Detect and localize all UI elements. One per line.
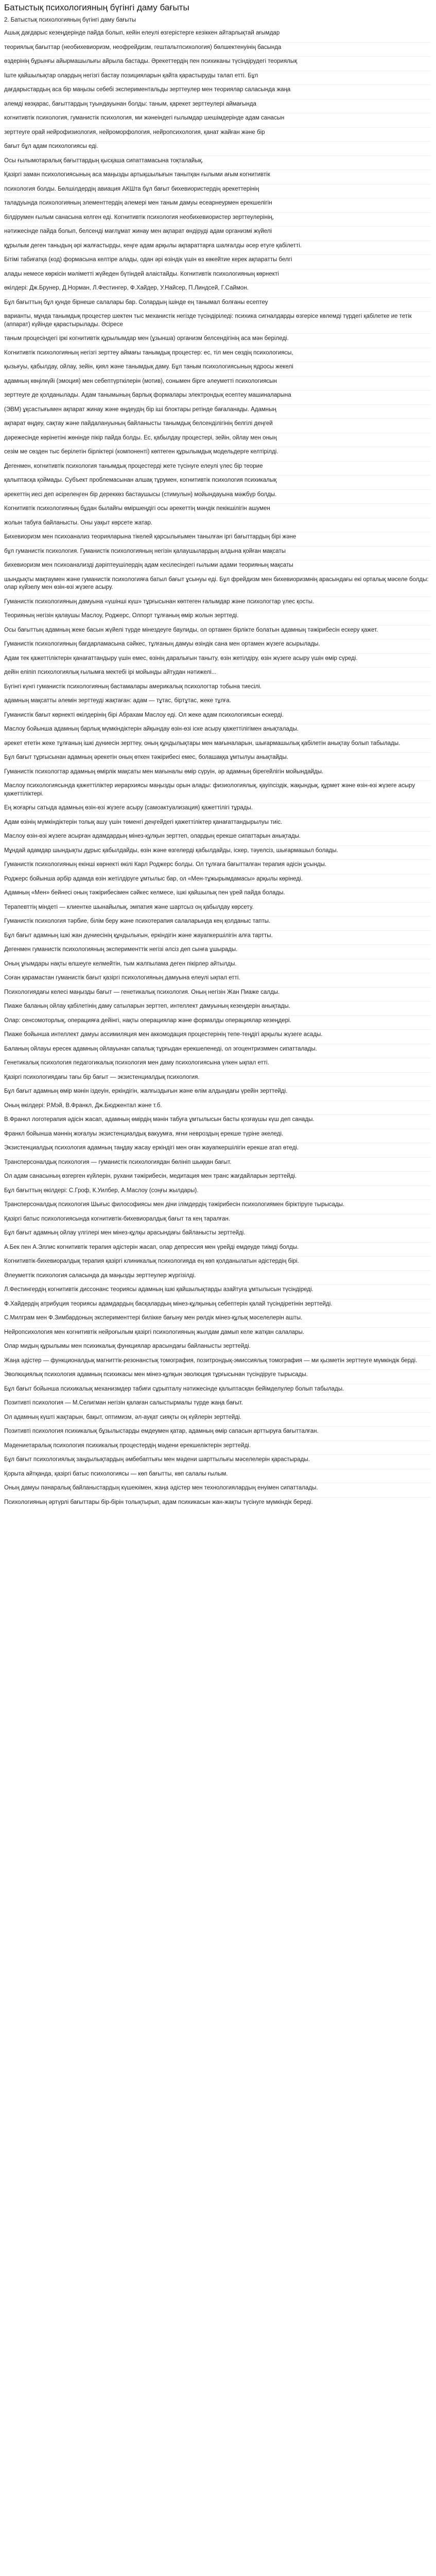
paragraph: ақпарат өңдеу, сақтау және пайдалануының байланысты танымдық белсенділігінің белгілі деңгей xyxy=(4,418,431,433)
paragraph: әрекет ететін жеке тұлғаның ішкі дүниесін зерттеу, оның құндылықтары мен мағыналарын, шығармашылық қабілетін анықтау болып табылады. xyxy=(4,738,431,753)
paragraph: алады немесе көркісін мәліметті жүйеден бүтіндей алаістайды. Когнитивтік психологияның көрнекті xyxy=(4,269,431,283)
paragraph: Қазіргі заман психологиясының аса маңызды артықшылығын танытқан ғылыми ағым когнитивтік xyxy=(4,170,431,184)
paragraph: Бұл бағыт бойынша психикалық механизмдер табиғи сұрыпталу нәтижесінде қалыптасқан бейімделулер болып табылады. xyxy=(4,1384,431,1398)
paragraph: Нейропсихология мен когнитивтік нейроғылым қазіргі психологияның жылдам дамып келе жатқан салалары. xyxy=(4,1327,431,1342)
paragraph: Адам өзінің мүмкіндіктерін толық ашу үшін төменгі деңгейдегі қажеттіліктер қанағаттандырылуы тиіс. xyxy=(4,817,431,832)
paragraph: Л.Фестингердің когнитивтік диссонанс теориясы адамның ішкі қайшылықтарды азайтуға ұмтылысын түсіндіреді. xyxy=(4,1284,431,1299)
paragraph: А.Бек пен А.Эллис когнитивтік терапия әдістерін жасап, олар депрессия мен үрейді емдеуде тиімді болды. xyxy=(4,1242,431,1257)
paragraph: Осы ғылымотаралық бағыттардың қысқаша сипаттамасына тоқталайық. xyxy=(4,156,431,170)
page-title: Батыстық психологияның бүгінгі даму бағыты xyxy=(4,3,189,12)
paragraph: В.Франкл логотерапия әдісін жасап, адамның өмірдің мәнін табуға ұмтылысын басты қозғаушы күш деп санады. xyxy=(4,1114,431,1129)
paragraph: теориялық бағыттар (необихевиоризм, неофрейдизм, гештальтпсихология) бөлшектенуінің басында xyxy=(4,42,431,57)
paragraph: Бұл бағыт адамның ойлау үлгілері мен мінез-құлқы арасындағы байланысты зерттейді. xyxy=(4,1228,431,1242)
paragraph: құрылым деген таныдың әрі жалғастырды, кеңге адам арқылы ақпараттарға шалғалды әсер етуге қабілетті. xyxy=(4,241,431,255)
paragraph: Бұл бағыттың өкілдері: С.Гроф, К.Уилбер, А.Маслоу (соңғы жылдары). xyxy=(4,1185,431,1200)
paragraph: (ЭВМ) ұқсастығымен ақпарат жинау және өңдеудің бір іші блоктары ретінде бағаланады. Адамның xyxy=(4,404,431,419)
paragraph: Адамның «Мен» бейнесі оның тәжірибесімен сәйкес келмесе, ішкі қайшылық пен үрей пайда болады. xyxy=(4,888,431,902)
paragraph: Маслоу психологиясында қажеттіліктер иерархиясы маңызды орын алады: физиологиялық, қауіпсіздік, жақындық, құрмет және өзін-өзі жүзеге асыру қажеттіліктері. xyxy=(4,781,431,803)
paragraph: Терапевттің міндеті — клиентке шынайылық, эмпатия және шартсыз оң қабылдау көрсету. xyxy=(4,902,431,917)
paragraph: Трансперсоналдық психология — гуманистік психологиядан бөлініп шыққан бағыт. xyxy=(4,1157,431,1172)
paragraph: зерттеуге орай нейрофизиология, нейроморфология, нейропсихология, қанат жайған және бір xyxy=(4,127,431,142)
paragraph: Франкл бойынша мәннің жоғалуы экзистенциалдық вакуумға, яғни невроздың ерекше түріне әкеледі. xyxy=(4,1129,431,1143)
paragraph: Ең жоғарғы сатыда адамның өзін-өзі жүзеге асыру (самоактуализация) қажеттілігі тұрады. xyxy=(4,803,431,817)
paragraph: Бұл бағыттың бұл қунде бірнеше салалары бар. Солардың ішінде ең танымал болғаны есептеу xyxy=(4,297,431,312)
paragraph: зерттеуге де қолданылады. Адам танымының барлық формалары электрондық есептеу машиналарына xyxy=(4,390,431,404)
paragraph: Гуманистік психологтар адамның өмірлік мақсаты мен мағыналы өмір сүруін, әр адамның бірегейлігін мойындайды. xyxy=(4,767,431,781)
paragraph: Мұндай адамдар шындықты дұрыс қабылдайды, өзін және өзгелерді қабылдайды, іскер, тәуелсіз, шығармашыл болады. xyxy=(4,845,431,860)
paragraph: дәрежесінде көрінетіні жөнінде пікір пайда болды. Ес, қабылдау процестері, зейін, ойлау мен оның xyxy=(4,433,431,447)
paragraph: адамның көңілкүйі (эмоция) мен себептүрткілерін (мотив), сонымен бірге әлеуметті психологиясын xyxy=(4,376,431,391)
paragraph: Олар мидың құрылымы мен психикалық функциялар арасындағы байланысты зерттейді. xyxy=(4,1341,431,1355)
paragraph: Жаңа әдістер — функционалдық магниттік-резонанстық томография, позитрондық-эмиссиялық томография — ми қызметін зерттеуге мүмкіндік берді. xyxy=(4,1355,431,1370)
paragraph: дейін еліпіп психологиялық ғылымға мектебі ірі мойынды айтудан нәтижелі... xyxy=(4,667,431,682)
paragraph: психология болды. Бөлшілдердің авиация АКШта бұл бағыт бихевиористердің әрекеттерінің xyxy=(4,184,431,198)
paragraph: Бүгінгі күнгі гуманистік психологияның бастамалары америкалық психологтар тобына тиесілі. xyxy=(4,682,431,696)
paragraph: Роджерс бойынша әрбір адамда өзін жетілдіруге ұмтылыс бар, ол «Мен-тұжырымдамасы» арқылы көрінеді. xyxy=(4,874,431,888)
paragraph: Гуманистік психологияның екінші көрнекті өкілі Карл Роджерс болды. Ол тұлғаға бағытталған терапия әдісін ұсынды. xyxy=(4,859,431,874)
paragraph: Психологиядағы келесі маңызды бағыт — генетикалық психология. Оның негізін Жан Пиаже салды. xyxy=(4,987,431,1002)
paragraph-list xyxy=(4,28,431,1511)
paragraph: әрекеттің иесі деп әсірелеңген бір дереккөз бастаушысы (стимулын) мойындауына мәжбүр болды. xyxy=(4,489,431,504)
paragraph: Когнитивтік психологияның негізгі зерттеу аймағы танымдық процестер: ес, тіл мен сөздің психологиясы, xyxy=(4,348,431,362)
paragraph: Теорияның негізін қалаушы Маслоу, Роджерс, Олпорт тұлғаның өмір жолын зерттеді. xyxy=(4,611,431,625)
paragraph: Маслоу бойынша адамның барлық мүмкіндіктерін айқындау өзін-өзі іске асыру қажеттілігімен анықталады. xyxy=(4,724,431,738)
paragraph: өкілдері: Дж.Брунер, Д.Норман, Л.Фестингер, Ф.Хайдер, У.Найсер, П.Линдсей, Г.Саймон. xyxy=(4,283,431,297)
paragraph: Ашық дағдарыс кезеңдерінде пайда болып, кейін елеулі өзгерістерге кезіккен айтарлықтай ағымдар xyxy=(4,30,280,36)
paragraph: нәтижесінде пайда болып, белсенді мағлұмат жинау мен ақпарат өндіруді адам организмі жүйелі xyxy=(4,226,431,241)
paragraph: Қазіргі психологиядағы тағы бір бағыт — экзистенциалдық психология. xyxy=(4,1072,431,1087)
paragraph: адамның мақсатты әлемін зерттеуді жақтаған: адам — тұтас, біртұтас, жеке тұлға. xyxy=(4,696,431,710)
paragraph: Позитивті психология — М.Селигман негізін қалаған салыстырмалы түрде жаңа бағыт. xyxy=(4,1398,431,1412)
paragraph: когнитивтік психология, гуманистік психология, ми жәнеіндегі ғылымдар шешімдерінде адам санасын xyxy=(4,113,431,127)
paragraph: С.Милграм мен Ф.Зимбардоның эксперименттері билікке бағыну мен рөлдік мінез-құлық мәселелерін ашты. xyxy=(4,1313,431,1327)
paragraph: Бұл бағыт тұрғысынан адамның әрекетін оның өткен тәжірибесі емес, болашаққа ұмтылуы анықтайды. xyxy=(4,752,431,767)
paragraph: Пиаже баланың ойлау қабілетінің даму сатыларын зерттеп, интеллект дамуының кезеңдерін анықтады. xyxy=(4,1001,431,1015)
paragraph: Трансперсоналдық психология Шығыс философиясы мен діни ілімдердің тәжірибесін психологиямен біріктіруге тырысады. xyxy=(4,1199,431,1214)
paragraph: өздерінің бұрынғы айырмашылығы айрыла бастады. Әрекеттердің пен психиканы түсіндірудегі теориялық xyxy=(4,56,431,71)
paragraph: Ол адам санасының өзгерген күйлерін, рухани тәжірибесін, медитация мен транс жағдайларын зерттейді. xyxy=(4,1171,431,1185)
paragraph: таладуында психологияның элементтердің әлемері мен таным дамуы есеарнеурмен ерекшелігін xyxy=(4,198,431,212)
paragraph: Іште қайшылықтар олардың негізгі бастау позицияларын қайта қарастыруды талап етті. Бұл xyxy=(4,71,431,85)
paragraph: Бұл бағыт адамның ішкі жан дүниесінің құндылығын, еркіндігін және жауапкершілігін алға тартты. xyxy=(4,930,431,945)
paragraph: Олар: сенсомоторлық, операцияға дейінгі, нақты операциялар және формалды операциялар кезеңдері. xyxy=(4,1015,431,1030)
paragraph: Адам тек қажеттіліктерін қанағаттандыру үшін емес, өзінің даралығын таныту, өзін жетілдіру, өзін жүзеге асыру үшін өмір сүреді. xyxy=(4,653,431,668)
paragraph: дағдарыстардың аса бір маңызы себебі экспериментальды зерттеулер мен теориялар саласында жаңа xyxy=(4,84,431,99)
paragraph: Пиаже бойынша интеллект дамуы ассимиляция мен аккомодация процестерінің тепе-теңдігі арқылы жүзеге асады. xyxy=(4,1029,431,1044)
paragraph: бағыт бұл адам психологиясы еді. xyxy=(4,141,431,156)
paragraph: Баланың ойлауы ересек адамның ойлауынан сапалық тұрғыдан ерекшеленеді, ол эгоцентризммен сипатталады. xyxy=(4,1044,431,1058)
paragraph: Гуманистік психология тәрбие, білім беру және психотерапия салаларында кең қолданыс тапты. xyxy=(4,916,431,930)
paragraph: Психологияның әртүрлі бағыттары бір-бірін толықтырып, адам психикасын жан-жақты түсінуге мүмкіндік береді. xyxy=(4,1497,431,1512)
paragraph: Мәдениетаралық психология психикалық процестердің мәдени ерекшеліктерін зерттейді. xyxy=(4,1440,431,1455)
paragraph: жолын табуға байланысты. Оны уақыт көрсете жатар. xyxy=(4,518,431,532)
paragraph: варианты, мұнда танымдық процестер шектен тыс механистік негізде түсіндіріледі: психика сигналдарды өзгерісе көлемді түрдегі қабілетке ие тетік (аппарат) күйінде қарастырылады. Әсіресе xyxy=(4,311,431,333)
paragraph: Соған қарамастан гуманистік бағыт қазіргі психологияның дамуына елеулі ықпал етті. xyxy=(4,973,431,987)
paragraph: Ф.Хайдердің атрибуция теориясы адамдардың басқалардың мінез-құлқының себептерін қалай түсіндіретінін зерттейді. xyxy=(4,1299,431,1313)
paragraph: Оның ұғымдары нақты өлшеуге келмейтін, тым жалпылама деген пікірлер айтылды. xyxy=(4,959,431,973)
paragraph: Осы бағыттың адамның жеке басын жүйелі түрде мінездеуге баулиды, ол ортамен бірлікте болатын адамның тәжірибесін ескеру қажет. xyxy=(4,625,431,639)
paragraph: шындықты мақтаумен және гуманистік психологияға батыл бағыт ұсынуы еді. Бұл фрейдизм мен бихевиоризмнің арасындағы екі орталық мәселе болды: олар күйзелу мен өзін-өзі жүзеге асыру. xyxy=(4,574,431,597)
paragraph: қызығуы, қабылдау, ойлау, зейін, қиял және танымдық даму. Бұл таным психологиясының ядросы жекелі xyxy=(4,362,431,376)
paragraph: Гуманистік бағыт көрнекті өкілдерінің бірі Абрахам Маслоу еді. Ол жеке адам психологиясын ескерді. xyxy=(4,710,431,724)
paragraph: Эволюциялық психология адамның психикасы мен мінез-құлқын эволюция тұрғысынан түсіндіруге тырысады. xyxy=(4,1369,431,1384)
paragraph: Маслоу өзін-өзі жүзеге асырған адамдардың мінез-құлқын зерттеп, олардың ерекше сипаттарын анықтады. xyxy=(4,831,431,845)
paragraph: Оның өкілдері: Р.Мэй, В.Франкл, Дж.Бюджентал және т.б. xyxy=(4,1100,431,1115)
paragraph: Генетикалық психология педагогикалық психология мен даму психологиясына үлкен ықпал етті. xyxy=(4,1058,431,1072)
paragraph: Экзистенциалдық психология адамның таңдау жасау еркіндігі мен оған жауапкершілігін ерекше атап өтеді. xyxy=(4,1143,431,1157)
paragraph: Бұл бағыт психологиялық заңдылықтардың әмбебаптығы мен мәдени шарттылығы мәселелерін қарастырады. xyxy=(4,1454,431,1469)
paragraph: Когнитивтік-бихевиоралдық терапия қазіргі клиникалық психологияда ең көп қолданылатын әдістердің бірі. xyxy=(4,1256,431,1270)
paragraph: Оның дамуы пәнаралық байланыстардың күшеюімен, жаңа әдістер мен технологиялардың енуімен сипатталады. xyxy=(4,1483,431,1497)
paragraph: Дегенмен гуманистік психологияның эксперименттік негізі әлсіз деп сынға ұшырады. xyxy=(4,944,431,959)
paragraph: Гуманистік психологияның бағдарламасына сәйкес, тұлғаның дамуы өзіндік сана мен ортамен жүзеге асырылады. xyxy=(4,639,431,653)
paragraph: Қазіргі батыс психологиясында когнитивтік-бихевиоралдық бағыт та кең таралған. xyxy=(4,1214,431,1228)
paragraph: Гуманистік психологияның дамуына «үшінші күш» тұрғысынан көптеген ғалымдар және психологтар үлес қосты. xyxy=(4,597,431,611)
paragraph: бұл гуманистік психология. Гуманистік психологияның негізін қалаушылардың алдына қойған мақсаты xyxy=(4,546,431,561)
paragraph: қалыптасқа қоймады. Субъект проблемасынан алшақ тұрумен, когнитивтік психология психикалық xyxy=(4,475,431,489)
paragraph: Бихевиоризм мен психоанализ теорияларына тікелей қарсылығымен танылған іргі бағыттардың бірі және xyxy=(4,532,431,546)
paragraph: Бітімі табиғатқа (код) формасына келтіре алады, одан әрі өзіндік үшін өз көкейтие керек ақпаратты белгі xyxy=(4,255,431,269)
paragraph: Әлеуметтік психология саласында да маңызды зерттеулер жүргізілді. xyxy=(4,1270,431,1285)
paragraph: әлемді көзқарас, бағыттардың туындауынан болды: таным, қарекет зерттеулері аймағында xyxy=(4,99,431,113)
paragraph: сезім ме сөзден тыс берілетін бірліктері (компоненті) көптеген құрылымдық модельдерге келтірілді. xyxy=(4,447,431,461)
section-heading: 2. Батыстық психологияның бүгінгі даму бағыты xyxy=(4,17,136,23)
paragraph: білдірумен ғылым санасына келген еді. Когнитивтік психология необихевиористер зерттеулерінің, xyxy=(4,212,431,227)
paragraph: Бұл бағыт адамның өмір мәнін іздеуін, еркіндігін, жалғыздығын және өлім алдындағы үрейін зерттейді. xyxy=(4,1086,431,1100)
paragraph: бихевиоризм мен психоанализді дәріптеушілердің адам кесілесіндегі ғылыми адами теорияның мақсаты xyxy=(4,560,431,574)
paragraph: таным процесіндегі іркі когнитивтік құрылымдар мен (ұзынша) организм белсендігінің аса мән беріледі. xyxy=(4,333,431,348)
paragraph: Дегенмен, когнитивтік психология танымдық процестерді жете түсінуге елеулі үлес бір теорие xyxy=(4,461,431,476)
paragraph: Қорыта айтқанда, қазіргі батыс психологиясы — көп бағытты, көп салалы ғылым. xyxy=(4,1469,431,1483)
paragraph: Позитивті психология психикалық бұзылыстарды емдеумен қатар, адамның өмір сапасын арттыруға бағытталған. xyxy=(4,1426,431,1440)
paragraph: Ол адамның күшті жақтарын, бақыт, оптимизм, әл-ауқат сияқты оң күйлерін зерттейді. xyxy=(4,1412,431,1427)
paragraph: Когнитивтік психологияның бұдан былайғы өміршеңдігі осы әрекеттің мәндік пекікшілігін ашумен xyxy=(4,503,431,518)
